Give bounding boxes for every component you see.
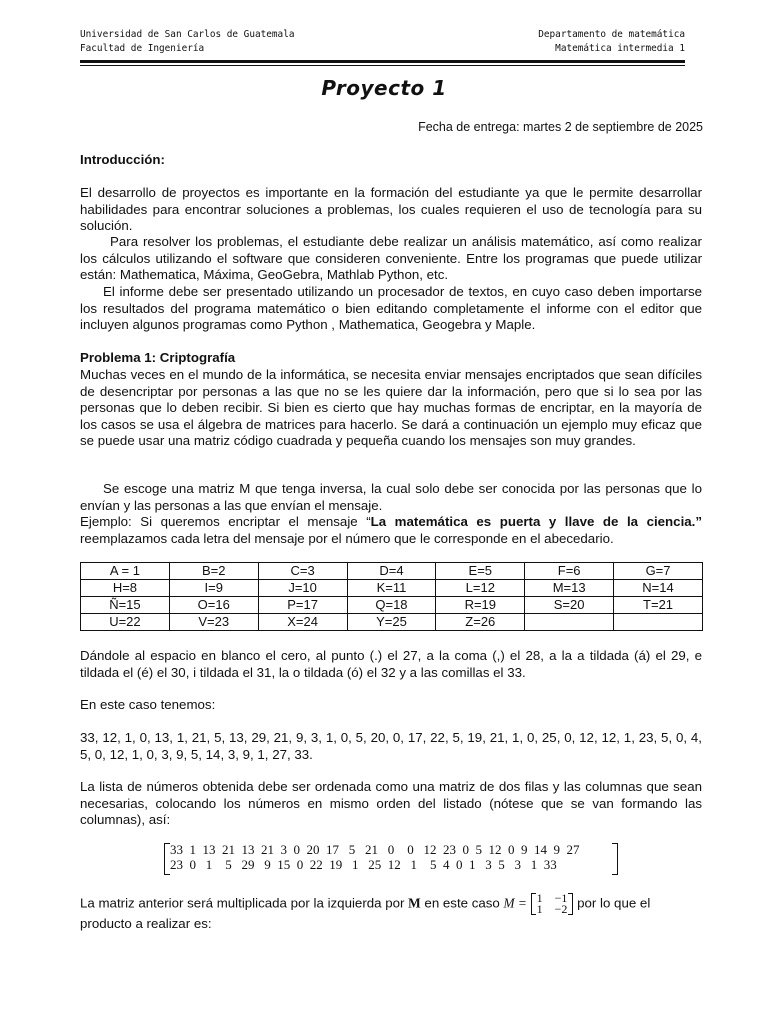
case-text: en este caso (424, 895, 500, 911)
problem1-paragraph-1: Muchas veces en el mundo de la informática, se necesita enviar mensajes encriptados que sean difíciles de desencriptar por personas a las que no se les quiere dar la información, pero que si lo sea por las personas que lo deben recibir. Si bien es cierto que hay muchas formas de encriptar, en la mayoría de los casos se usa el álgebra de matrices para hacerlo. Se dará a continuación un ejemplo muy eficaz que se puede usar una matriz código cuadrada y pequeña cuando los mensajes son muy grandes. (80, 367, 702, 448)
header-left (80, 28, 294, 56)
matrix-row-1: 33 1 13 21 13 21 3 0 20 17 5 21 0 0 12 23 0 5 12 0 9 14 9 27 (170, 842, 580, 857)
alphabet-cell (525, 614, 614, 631)
faculty-name: Facultad de Ingeniería (80, 43, 205, 54)
header-rule-thick (80, 60, 685, 63)
number-list: 33, 12, 1, 0, 13, 1, 21, 5, 13, 29, 21, 9, 3, 1, 0, 5, 20, 0, 17, 22, 5, 19, 21, 1, 0, 25, 0, 12, 12, 1, 23, 5, 0, 4, 5, 0, 12, 1, 0, 3, 9, 5, 14, 3, 9, 1, 27, 33. (80, 730, 702, 762)
problem1-paragraph-5: En este caso tenemos: (80, 697, 216, 712)
alphabet-table (80, 562, 703, 631)
key-matrix-right-bracket (568, 893, 573, 915)
problem1-paragraph-4: Dándole al espacio en blanco el cero, al punto (.) el 27, a la coma (,) el 28, a la a tildada (á) el 29, e tildada el (é) el 30, i tildada el 31, la o tildada (ó) el 32 y a las comillas el 33. (80, 648, 702, 680)
alphabet-cell: N=14 (614, 580, 703, 597)
alphabet-cell: E=5 (436, 563, 525, 580)
alphabet-cell: C=3 (258, 563, 347, 580)
example-text-end: reemplazamos cada letra del mensaje por el número que le corresponde en el abecedario. (80, 530, 614, 546)
alphabet-cell: F=6 (525, 563, 614, 580)
alphabet-row (81, 614, 703, 631)
alphabet-cell: X=24 (258, 614, 347, 631)
department-name: Departamento de matemática (538, 29, 685, 40)
example-text-start: Ejemplo: Si queremos encriptar el mensaje “ (80, 514, 371, 529)
key-matrix-row-2: 1 −2 (536, 902, 568, 916)
alphabet-cell: G=7 (614, 563, 703, 580)
alphabet-cell: Q=18 (347, 597, 436, 614)
alphabet-cell: Ñ=15 (81, 597, 170, 614)
alphabet-row (81, 580, 703, 597)
alphabet-cell: M=13 (525, 580, 614, 597)
alphabet-row (81, 563, 703, 580)
university-name: Universidad de San Carlos de Guatemala (80, 29, 295, 40)
due-date-label: Fecha de entrega: (418, 120, 520, 134)
course-name: Matemática intermedia 1 (555, 43, 685, 54)
problem1-paragraph-7: La lista de números obtenida debe ser ordenada como una matriz de dos filas y las columnas que sean necesarias, colocando los números en mismo orden del listado (nótese que se van formando las columnas), así: (80, 779, 702, 827)
alphabet-cell: V=23 (169, 614, 258, 631)
problem1-heading: Problema 1: Criptografía (80, 350, 236, 365)
matrix-equation-label: M = (503, 895, 527, 911)
problem1-paragraph-8 (80, 893, 704, 932)
intro-paragraph-3: El informe debe ser presentado utilizando un procesador de textos, en cuyo caso deben importarse los resultados del programa matemático o bien editando completamente el informe con el editor que incluyen algunos programas como Python , Mathematica, Geogebra y Maple. (80, 284, 702, 332)
conclusion-text: por lo que el (577, 895, 651, 911)
alphabet-cell (614, 614, 703, 631)
page-title: Proyecto 1 (321, 76, 447, 100)
key-matrix (531, 893, 574, 915)
alphabet-cell: L=12 (436, 580, 525, 597)
intro-paragraph-1: El desarrollo de proyectos es importante en la formación del estudiante ya que le permite desarrollar habilidades para encontrar soluciones a problemas, los cuales requieren el uso de tecnología para su solución. (80, 185, 702, 233)
product-text: producto a realizar es: (80, 916, 212, 931)
multiply-text: La matriz anterior será multiplicada por la izquierda por (80, 895, 405, 911)
key-matrix-row-1: 1 −1 (536, 891, 568, 905)
message-matrix (163, 842, 580, 872)
alphabet-cell: Y=25 (347, 614, 436, 631)
matrix-right-bracket (612, 843, 618, 875)
header-right (538, 28, 685, 56)
alphabet-row (81, 597, 703, 614)
key-matrix-left-bracket (531, 893, 536, 915)
alphabet-cell: I=9 (169, 580, 258, 597)
example-message: La matemática es puerta y llave de la ciencia.” (370, 514, 703, 529)
alphabet-cell: T=21 (614, 597, 703, 614)
due-date-value: martes 2 de septiembre de 2025 (523, 120, 703, 134)
problem1-example (80, 514, 702, 547)
alphabet-cell: P=17 (258, 597, 347, 614)
alphabet-cell: Z=26 (436, 614, 525, 631)
alphabet-cell: H=8 (81, 580, 170, 597)
alphabet-cell: O=16 (169, 597, 258, 614)
alphabet-cell: A = 1 (81, 563, 170, 580)
header-rule-thin (80, 65, 685, 66)
matrix-row-2: 23 0 1 5 29 9 15 0 22 19 1 25 12 1 5 4 0 1 3 5 3 1 33 (170, 857, 557, 872)
due-date (418, 120, 703, 134)
alphabet-cell: J=10 (258, 580, 347, 597)
alphabet-cell: K=11 (347, 580, 436, 597)
alphabet-cell: B=2 (169, 563, 258, 580)
alphabet-cell: D=4 (347, 563, 436, 580)
alphabet-cell: R=19 (436, 597, 525, 614)
problem1-paragraph-2: Se escoge una matriz M que tenga inversa, la cual solo debe ser conocida por las personas que lo envían y las personas a las que envían el mensaje. (80, 481, 702, 513)
intro-paragraph-2: Para resolver los problemas, el estudiante debe realizar un análisis matemático, así como realizar los cálculos utilizando el software que consideren conveniente. Entre los programas que puede utilizar están: Mathematica, Máxima, GeoGebra, Mathlab Python, etc. (80, 234, 702, 282)
alphabet-cell: U=22 (81, 614, 170, 631)
intro-heading: Introducción: (80, 152, 165, 167)
alphabet-cell: S=20 (525, 597, 614, 614)
matrix-symbol-bold: M (408, 895, 421, 911)
